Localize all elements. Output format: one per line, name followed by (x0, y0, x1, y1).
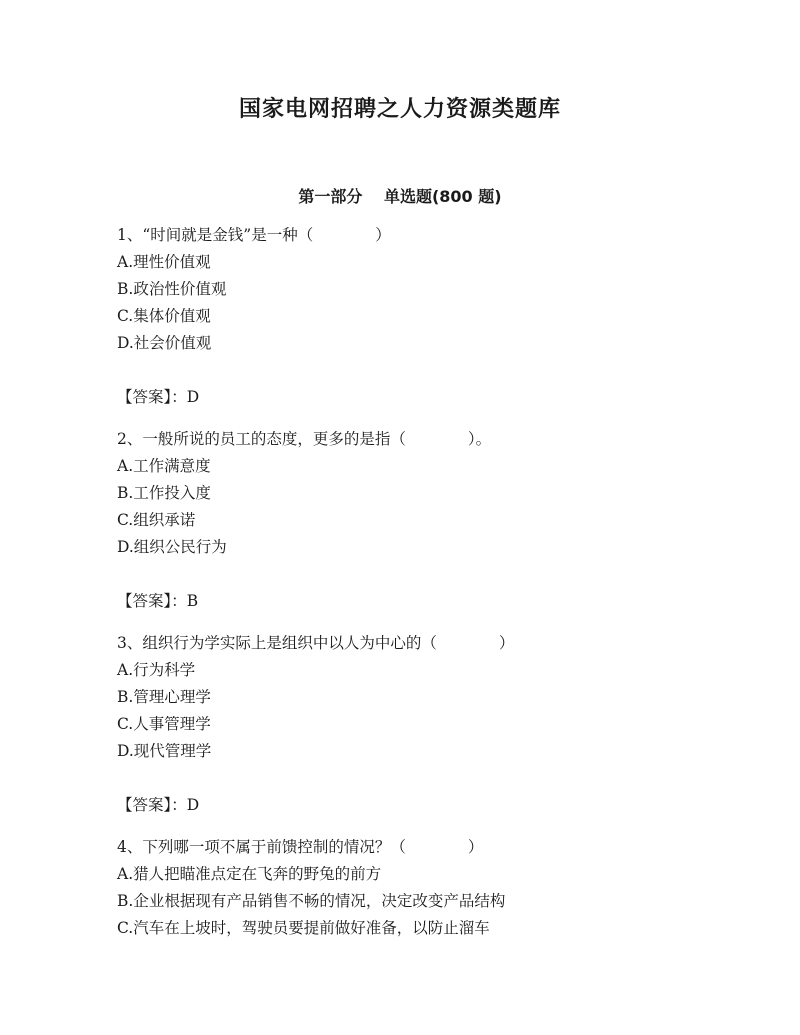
question-stem: 3、组织行为学实际上是组织中以人为中心的（ ） (117, 634, 515, 652)
option-b: B.企业根据现有产品销售不畅的情况，决定改变产品结构 (117, 892, 506, 910)
question-4 (117, 834, 737, 942)
section-title: 第一部分 单选题(800 题) (298, 187, 502, 206)
question-stem: 1、“时间就是金钱”是一种（ ） (117, 226, 391, 244)
answer: 【答案】：D (117, 796, 200, 814)
option-c: C.汽车在上坡时，驾驶员要提前做好准备，以防止溜车 (117, 919, 490, 937)
option-c: C.组织承诺 (117, 511, 196, 529)
option-d: D.社会价值观 (117, 334, 212, 352)
question-2 (117, 426, 737, 615)
option-d: D.现代管理学 (117, 742, 212, 760)
question-stem: 2、一般所说的员工的态度，更多的是指（ ）。 (117, 430, 492, 448)
option-d: D.组织公民行为 (117, 538, 227, 556)
answer: 【答案】：B (117, 592, 199, 610)
question-3 (117, 630, 737, 819)
answer: 【答案】：D (117, 388, 200, 406)
option-b: B.政治性价值观 (117, 280, 227, 298)
question-stem: 4、下列哪一项不属于前馈控制的情况？（ ） (117, 838, 484, 856)
option-c: C.人事管理学 (117, 715, 211, 733)
option-c: C.集体价值观 (117, 307, 211, 325)
option-a: A.工作满意度 (117, 457, 211, 475)
option-a: A.猎人把瞄准点定在飞奔的野兔的前方 (117, 865, 382, 883)
question-1 (117, 222, 737, 411)
option-b: B.管理心理学 (117, 688, 211, 706)
option-b: B.工作投入度 (117, 484, 211, 502)
page-title: 国家电网招聘之人力资源类题库 (238, 97, 561, 122)
option-a: A.行为科学 (117, 661, 196, 679)
option-a: A.理性价值观 (117, 253, 211, 271)
